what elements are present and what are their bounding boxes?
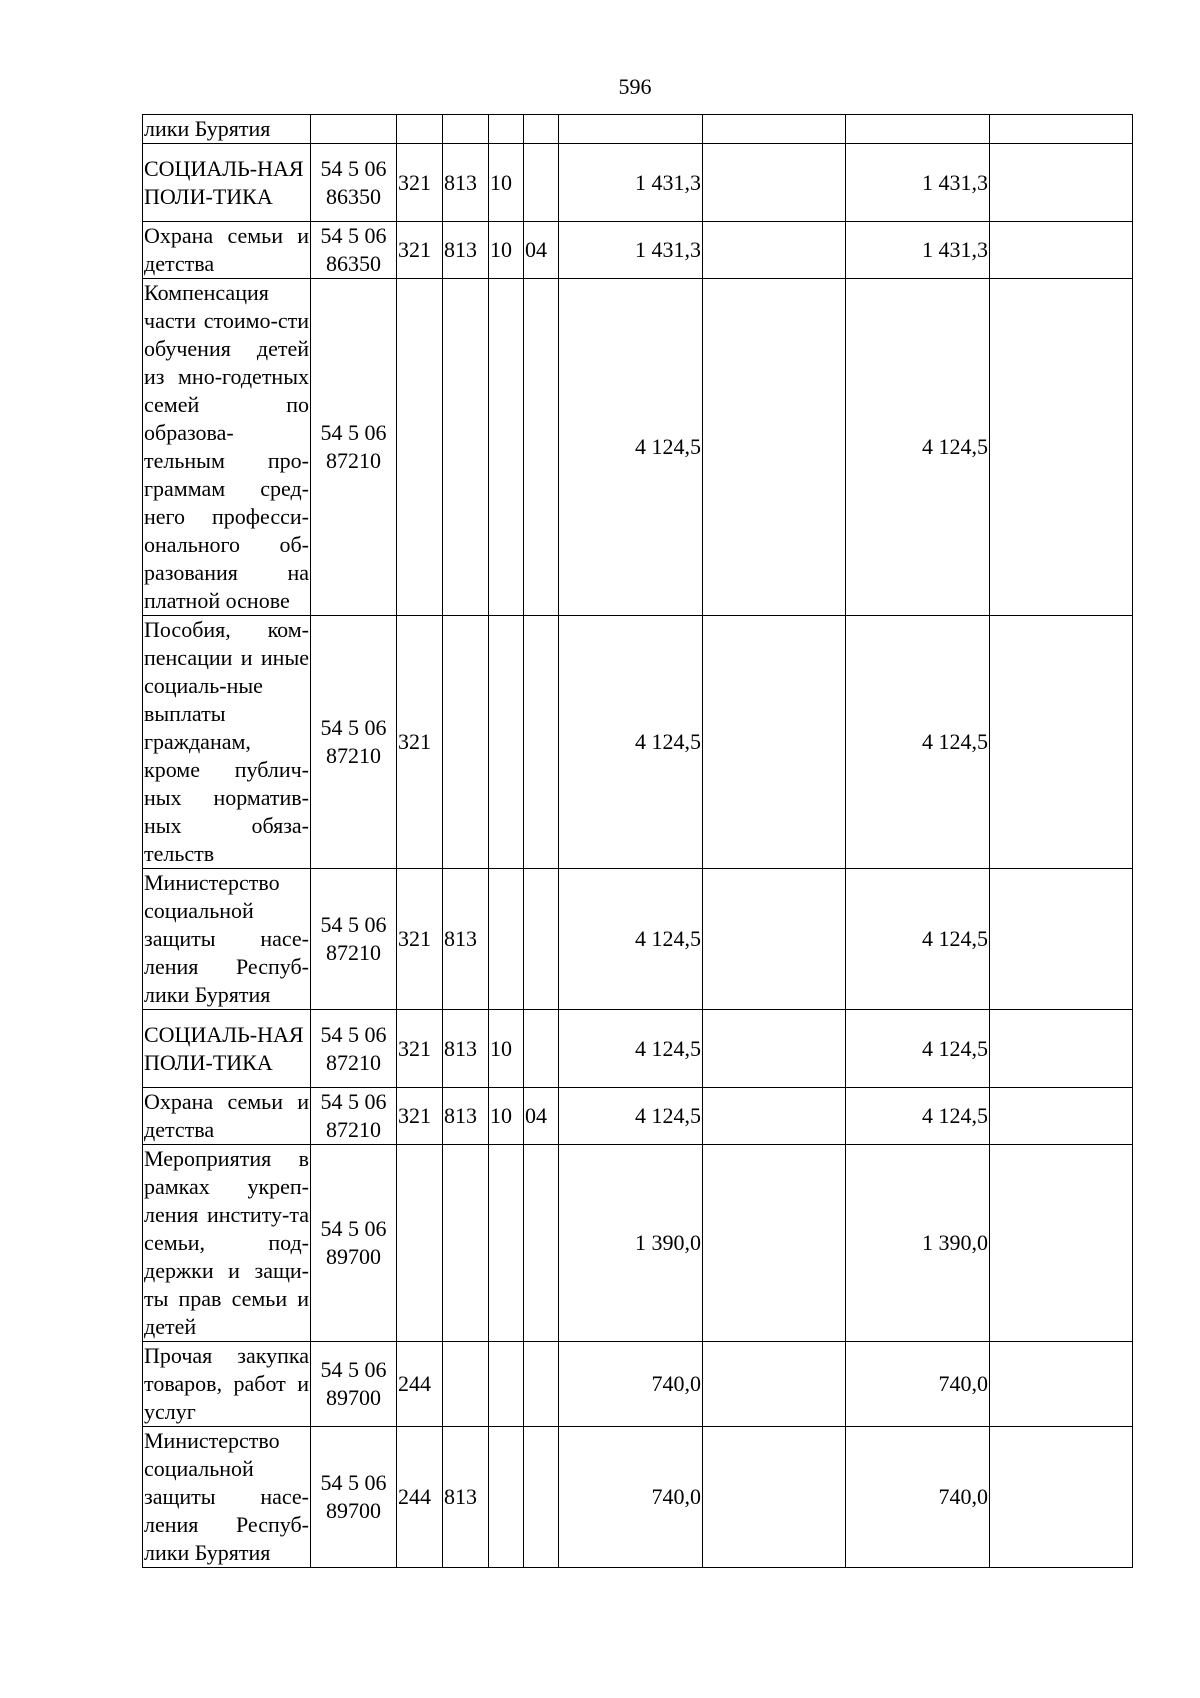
row-sum4-cell	[990, 279, 1133, 616]
row-code-cell: 54 5 06 87210	[311, 1010, 397, 1088]
row-sum3-cell: 1 431,3	[846, 144, 990, 222]
row-code-cell: 54 5 06 87210	[311, 1088, 397, 1145]
row-pr-cell	[524, 616, 559, 869]
table-row	[143, 222, 1133, 279]
row-pr-cell	[524, 1427, 559, 1568]
row-sum2-cell	[703, 115, 846, 144]
row-vr-cell: 321	[397, 144, 443, 222]
row-pr-cell	[524, 1010, 559, 1088]
row-sum3-cell: 4 124,5	[846, 616, 990, 869]
row-gr-cell	[443, 279, 489, 616]
row-sum4-cell	[990, 1427, 1133, 1568]
row-sum3-cell: 4 124,5	[846, 1088, 990, 1145]
row-sum2-cell	[703, 222, 846, 279]
row-rz-cell	[489, 115, 524, 144]
row-pr-cell	[524, 869, 559, 1010]
row-sum4-cell	[990, 1010, 1133, 1088]
row-name-cell: Пособия, ком-пенсации и иные социаль-ные выплаты гражданам, кроме публич-ных норматив-ных обяза-тельств	[143, 616, 311, 869]
row-sum1-cell	[559, 115, 703, 144]
table-row	[143, 144, 1133, 222]
table-row	[143, 1342, 1133, 1427]
row-rz-cell	[489, 1427, 524, 1568]
row-name-cell: Мероприятия в рамках укреп-ления институ-та семьи, под-держки и защи-ты прав семьи и детей	[143, 1145, 311, 1342]
row-vr-cell: 321	[397, 616, 443, 869]
row-sum3-cell	[846, 115, 990, 144]
row-sum2-cell	[703, 869, 846, 1010]
row-pr-cell: 04	[524, 1088, 559, 1145]
row-code-cell: 54 5 06 89700	[311, 1342, 397, 1427]
row-sum3-cell: 1 431,3	[846, 222, 990, 279]
row-pr-cell: 04	[524, 222, 559, 279]
row-rz-cell: 10	[489, 1088, 524, 1145]
row-sum4-cell	[990, 869, 1133, 1010]
row-code-cell: 54 5 06 87210	[311, 616, 397, 869]
row-sum2-cell	[703, 1010, 846, 1088]
row-gr-cell: 813	[443, 1010, 489, 1088]
row-sum1-cell: 1 390,0	[559, 1145, 703, 1342]
row-sum2-cell	[703, 1145, 846, 1342]
row-rz-cell: 10	[489, 222, 524, 279]
row-sum4-cell	[990, 222, 1133, 279]
row-gr-cell	[443, 1145, 489, 1342]
budget-table	[142, 114, 1133, 1568]
row-gr-cell	[443, 1342, 489, 1427]
row-code-cell: 54 5 06 86350	[311, 144, 397, 222]
table-row	[143, 1088, 1133, 1145]
row-sum2-cell	[703, 1342, 846, 1427]
row-rz-cell	[489, 869, 524, 1010]
row-gr-cell: 813	[443, 144, 489, 222]
table-row	[143, 1010, 1133, 1088]
row-code-cell: 54 5 06 86350	[311, 222, 397, 279]
row-sum1-cell: 4 124,5	[559, 1010, 703, 1088]
row-vr-cell: 244	[397, 1342, 443, 1427]
row-vr-cell	[397, 115, 443, 144]
row-gr-cell	[443, 616, 489, 869]
row-sum1-cell: 740,0	[559, 1427, 703, 1568]
table-row	[143, 1145, 1133, 1342]
row-vr-cell	[397, 279, 443, 616]
row-sum3-cell: 740,0	[846, 1427, 990, 1568]
row-rz-cell	[489, 1145, 524, 1342]
row-vr-cell: 321	[397, 222, 443, 279]
row-sum3-cell: 1 390,0	[846, 1145, 990, 1342]
row-name-cell: Охрана семьи и детства	[143, 1088, 311, 1145]
row-rz-cell	[489, 616, 524, 869]
row-code-cell: 54 5 06 87210	[311, 869, 397, 1010]
row-sum4-cell	[990, 616, 1133, 869]
row-sum1-cell: 740,0	[559, 1342, 703, 1427]
row-sum1-cell: 4 124,5	[559, 279, 703, 616]
row-name-cell: СОЦИАЛЬ-НАЯ ПОЛИ-ТИКА	[143, 144, 311, 222]
row-sum3-cell: 4 124,5	[846, 1010, 990, 1088]
row-name-cell: Компенсация части стоимо-сти обучения детей из мно-годетных семей по образова-тельным про-граммам сред-него професси-онального об-разования на платной основе	[143, 279, 311, 616]
row-name-cell: лики Бурятия	[143, 115, 311, 144]
row-sum3-cell: 4 124,5	[846, 869, 990, 1010]
row-rz-cell: 10	[489, 1010, 524, 1088]
row-sum1-cell: 4 124,5	[559, 616, 703, 869]
row-pr-cell	[524, 115, 559, 144]
row-sum2-cell	[703, 1088, 846, 1145]
row-pr-cell	[524, 279, 559, 616]
row-sum1-cell: 1 431,3	[559, 222, 703, 279]
row-vr-cell: 321	[397, 869, 443, 1010]
row-sum1-cell: 1 431,3	[559, 144, 703, 222]
row-sum1-cell: 4 124,5	[559, 869, 703, 1010]
row-vr-cell: 321	[397, 1010, 443, 1088]
row-pr-cell	[524, 1342, 559, 1427]
row-gr-cell: 813	[443, 869, 489, 1010]
row-sum4-cell	[990, 1145, 1133, 1342]
row-sum2-cell	[703, 1427, 846, 1568]
table-row	[143, 869, 1133, 1010]
row-name-cell: Прочая закупка товаров, работ и услуг	[143, 1342, 311, 1427]
row-sum3-cell: 740,0	[846, 1342, 990, 1427]
row-pr-cell	[524, 1145, 559, 1342]
row-vr-cell: 244	[397, 1427, 443, 1568]
row-code-cell: 54 5 06 89700	[311, 1145, 397, 1342]
row-sum2-cell	[703, 616, 846, 869]
row-sum2-cell	[703, 279, 846, 616]
row-gr-cell: 813	[443, 222, 489, 279]
row-gr-cell: 813	[443, 1088, 489, 1145]
row-sum1-cell: 4 124,5	[559, 1088, 703, 1145]
row-vr-cell	[397, 1145, 443, 1342]
row-sum4-cell	[990, 115, 1133, 144]
row-sum3-cell: 4 124,5	[846, 279, 990, 616]
row-rz-cell: 10	[489, 144, 524, 222]
row-name-cell: СОЦИАЛЬ-НАЯ ПОЛИ-ТИКА	[143, 1010, 311, 1088]
row-sum4-cell	[990, 1088, 1133, 1145]
row-rz-cell	[489, 279, 524, 616]
table-row	[143, 115, 1133, 144]
row-gr-cell	[443, 115, 489, 144]
row-sum4-cell	[990, 1342, 1133, 1427]
row-name-cell: Охрана семьи и детства	[143, 222, 311, 279]
row-rz-cell	[489, 1342, 524, 1427]
row-code-cell: 54 5 06 89700	[311, 1427, 397, 1568]
table-row	[143, 279, 1133, 616]
row-pr-cell	[524, 144, 559, 222]
table-row	[143, 1427, 1133, 1568]
row-name-cell: Министерство социальной защиты насе-ления Респуб-лики Бурятия	[143, 1427, 311, 1568]
row-gr-cell: 813	[443, 1427, 489, 1568]
row-sum2-cell	[703, 144, 846, 222]
table-row	[143, 616, 1133, 869]
page-number: 596	[618, 74, 652, 99]
row-code-cell	[311, 115, 397, 144]
row-sum4-cell	[990, 144, 1133, 222]
row-vr-cell: 321	[397, 1088, 443, 1145]
row-code-cell: 54 5 06 87210	[311, 279, 397, 616]
row-name-cell: Министерство социальной защиты насе-ления Респуб-лики Бурятия	[143, 869, 311, 1010]
